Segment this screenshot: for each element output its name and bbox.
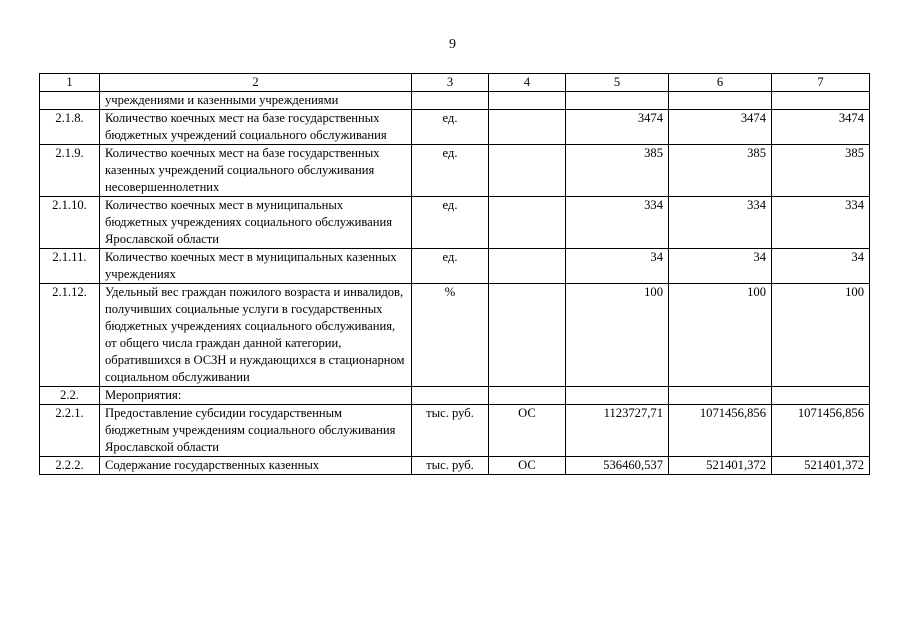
row-unit: ед.	[412, 145, 489, 197]
row-name: Количество коечных мест в муниципальных бюджетных учреждениях социального обслуживания Ярославской области	[100, 197, 412, 249]
row-unit	[412, 387, 489, 405]
row-number: 2.1.8.	[40, 110, 100, 145]
row-number: 2.1.9.	[40, 145, 100, 197]
row-number: 2.1.10.	[40, 197, 100, 249]
table-row	[40, 92, 870, 110]
row-value-7: 100	[772, 284, 870, 387]
header-cell: 7	[772, 74, 870, 92]
table-row	[40, 249, 870, 284]
row-source	[489, 197, 566, 249]
row-value-7	[772, 387, 870, 405]
row-name: Предоставление субсидии государственным бюджетным учреждениям социального обслуживания Ярославской области	[100, 405, 412, 457]
header-cell: 4	[489, 74, 566, 92]
row-name: Содержание государственных казенных	[100, 457, 412, 475]
row-value-7	[772, 92, 870, 110]
row-value-7: 3474	[772, 110, 870, 145]
row-source	[489, 145, 566, 197]
row-value-5: 34	[566, 249, 669, 284]
row-value-7: 1071456,856	[772, 405, 870, 457]
row-value-5: 385	[566, 145, 669, 197]
row-value-7: 34	[772, 249, 870, 284]
row-name: учреждениями и казенными учреждениями	[100, 92, 412, 110]
header-cell: 5	[566, 74, 669, 92]
row-source: ОС	[489, 457, 566, 475]
row-value-7: 334	[772, 197, 870, 249]
table-row	[40, 387, 870, 405]
header-cell: 3	[412, 74, 489, 92]
row-name: Мероприятия:	[100, 387, 412, 405]
row-unit: ед.	[412, 249, 489, 284]
header-cell: 6	[669, 74, 772, 92]
row-unit: тыс. руб.	[412, 405, 489, 457]
row-value-6: 1071456,856	[669, 405, 772, 457]
row-number: 2.1.12.	[40, 284, 100, 387]
table-row	[40, 145, 870, 197]
row-value-5: 1123727,71	[566, 405, 669, 457]
row-value-6	[669, 92, 772, 110]
row-name: Количество коечных мест на базе государственных бюджетных учреждений социального обслуживания	[100, 110, 412, 145]
row-value-6: 385	[669, 145, 772, 197]
row-value-5: 536460,537	[566, 457, 669, 475]
row-value-6	[669, 387, 772, 405]
row-source: ОС	[489, 405, 566, 457]
row-source	[489, 92, 566, 110]
row-source	[489, 387, 566, 405]
row-unit	[412, 92, 489, 110]
row-number: 2.2.1.	[40, 405, 100, 457]
row-value-5	[566, 92, 669, 110]
row-unit: ед.	[412, 197, 489, 249]
row-unit: ед.	[412, 110, 489, 145]
row-number: 2.2.2.	[40, 457, 100, 475]
row-value-7: 385	[772, 145, 870, 197]
row-unit: %	[412, 284, 489, 387]
table-row	[40, 197, 870, 249]
header-cell: 2	[100, 74, 412, 92]
row-value-5: 3474	[566, 110, 669, 145]
page-number: 9	[449, 37, 456, 52]
row-value-5	[566, 387, 669, 405]
data-table	[39, 73, 870, 475]
table-row	[40, 110, 870, 145]
row-value-6: 334	[669, 197, 772, 249]
row-value-6: 521401,372	[669, 457, 772, 475]
header-row	[40, 74, 870, 92]
row-value-6: 34	[669, 249, 772, 284]
row-name: Количество коечных мест на базе государственных казенных учреждений социального обслуживания несовершеннолетних	[100, 145, 412, 197]
row-number: 2.1.11.	[40, 249, 100, 284]
row-value-5: 334	[566, 197, 669, 249]
row-value-7: 521401,372	[772, 457, 870, 475]
row-source	[489, 249, 566, 284]
table-row	[40, 457, 870, 475]
row-value-6: 100	[669, 284, 772, 387]
row-source	[489, 284, 566, 387]
row-source	[489, 110, 566, 145]
row-number: 2.2.	[40, 387, 100, 405]
row-value-6: 3474	[669, 110, 772, 145]
header-cell: 1	[40, 74, 100, 92]
row-number	[40, 92, 100, 110]
table-row	[40, 405, 870, 457]
row-name: Удельный вес граждан пожилого возраста и инвалидов, получивших социальные услуги в государственных бюджетных учреждениях социального обслуживания, от общего числа граждан данной категории, обратившихся в ОСЗН и нуждающихся в стационарном социальном обслуживании	[100, 284, 412, 387]
table-row	[40, 284, 870, 387]
row-value-5: 100	[566, 284, 669, 387]
row-name: Количество коечных мест в муниципальных казенных учреждениях	[100, 249, 412, 284]
row-unit: тыс. руб.	[412, 457, 489, 475]
